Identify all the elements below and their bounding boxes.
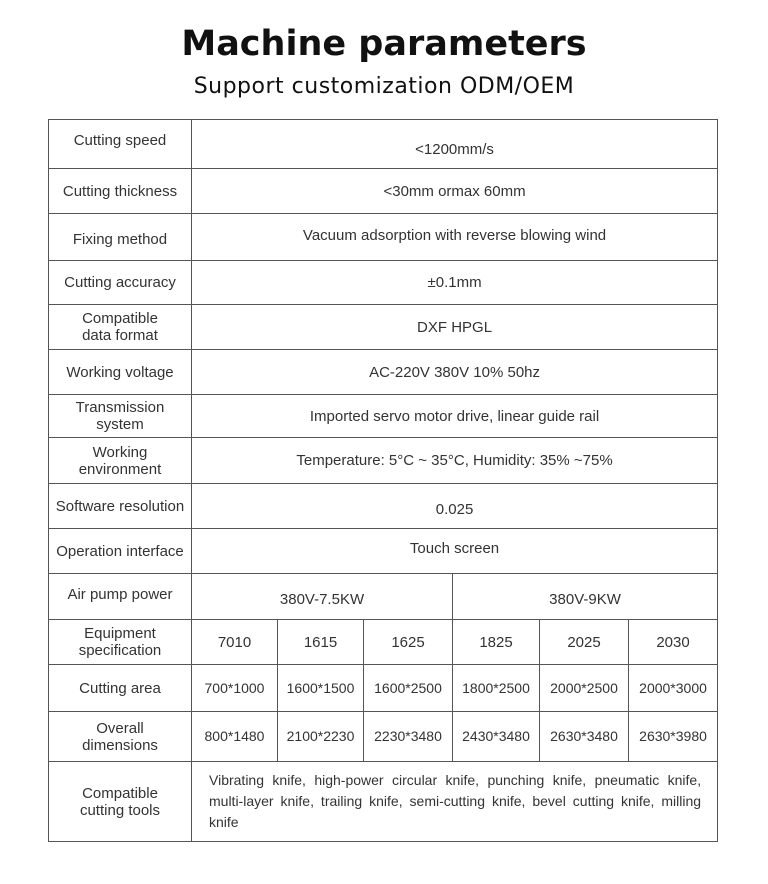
spec-cell: 7010 — [192, 620, 278, 665]
row-value: Vacuum adsorption with reverse blowing wind — [192, 214, 718, 261]
row-label: Cutting thickness — [49, 169, 192, 214]
row-label: Compatible data format — [49, 305, 192, 350]
spec-cell: 2030 — [629, 620, 718, 665]
row-label: Operation interface — [49, 529, 192, 574]
row-label: Working voltage — [49, 350, 192, 395]
table-row-equipment-spec — [49, 620, 718, 665]
dimension-cell: 2630*3480 — [540, 712, 629, 762]
row-label: Equipment specification — [49, 620, 192, 665]
row-label: Working environment — [49, 438, 192, 484]
area-cell: 2000*2500 — [540, 665, 629, 712]
table-row-cutting-tools — [49, 762, 718, 842]
row-label: Cutting area — [49, 665, 192, 712]
dimension-cell: 800*1480 — [192, 712, 278, 762]
table-row-software-resolution — [49, 484, 718, 529]
row-value: Imported servo motor drive, linear guide rail — [192, 395, 718, 438]
table-row-fixing-method — [49, 214, 718, 261]
row-value: Touch screen — [192, 529, 718, 574]
table-row-cutting-accuracy — [49, 261, 718, 305]
table-row-air-pump — [49, 574, 718, 620]
area-cell: 1600*2500 — [364, 665, 453, 712]
table-row-transmission — [49, 395, 718, 438]
row-value: Vibrating knife, high-power circular knife, punching knife, pneumatic knife, multi-layer knife, trailing knife, semi-cutting knife, bevel cutting knife, milling knife — [192, 762, 718, 842]
row-label: Overall dimensions — [49, 712, 192, 762]
row-value: <1200mm/s — [192, 120, 718, 169]
dimension-cell: 2430*3480 — [453, 712, 540, 762]
table-row-operation-interface — [49, 529, 718, 574]
row-label: Air pump power — [49, 574, 192, 620]
table-row-cutting-thickness — [49, 169, 718, 214]
row-value: Temperature: 5°C ~ 35°C, Humidity: 35% ~75% — [192, 438, 718, 484]
row-value: 380V-9KW — [453, 574, 718, 620]
row-value: AC-220V 380V 10% 50hz — [192, 350, 718, 395]
spec-cell: 1615 — [278, 620, 364, 665]
area-cell: 2000*3000 — [629, 665, 718, 712]
row-value: <30mm ormax 60mm — [192, 169, 718, 214]
spec-cell: 1825 — [453, 620, 540, 665]
area-cell: 1600*1500 — [278, 665, 364, 712]
area-cell: 700*1000 — [192, 665, 278, 712]
row-label: Cutting accuracy — [49, 261, 192, 305]
dimension-cell: 2630*3980 — [629, 712, 718, 762]
dimension-cell: 2230*3480 — [364, 712, 453, 762]
table-row-working-voltage — [49, 350, 718, 395]
row-value: 0.025 — [192, 484, 718, 529]
dimension-cell: 2100*2230 — [278, 712, 364, 762]
area-cell: 1800*2500 — [453, 665, 540, 712]
spec-cell: 1625 — [364, 620, 453, 665]
page-subtitle: Support customization ODM/OEM — [193, 74, 575, 99]
row-value: ±0.1mm — [192, 261, 718, 305]
page-title: Machine parameters — [181, 24, 587, 64]
row-value: 380V-7.5KW — [192, 574, 453, 620]
row-value: DXF HPGL — [192, 305, 718, 350]
table-row-data-format — [49, 305, 718, 350]
row-label: Software resolution — [49, 484, 192, 529]
table-row-cutting-speed — [49, 120, 718, 169]
table-row-cutting-area — [49, 665, 718, 712]
table-row-overall-dimensions — [49, 712, 718, 762]
row-label: Compatible cutting tools — [49, 762, 192, 842]
parameters-table — [48, 119, 718, 842]
row-label: Transmission system — [49, 395, 192, 438]
table-row-environment — [49, 438, 718, 484]
row-label: Cutting speed — [49, 120, 192, 169]
row-label: Fixing method — [49, 214, 192, 261]
spec-cell: 2025 — [540, 620, 629, 665]
